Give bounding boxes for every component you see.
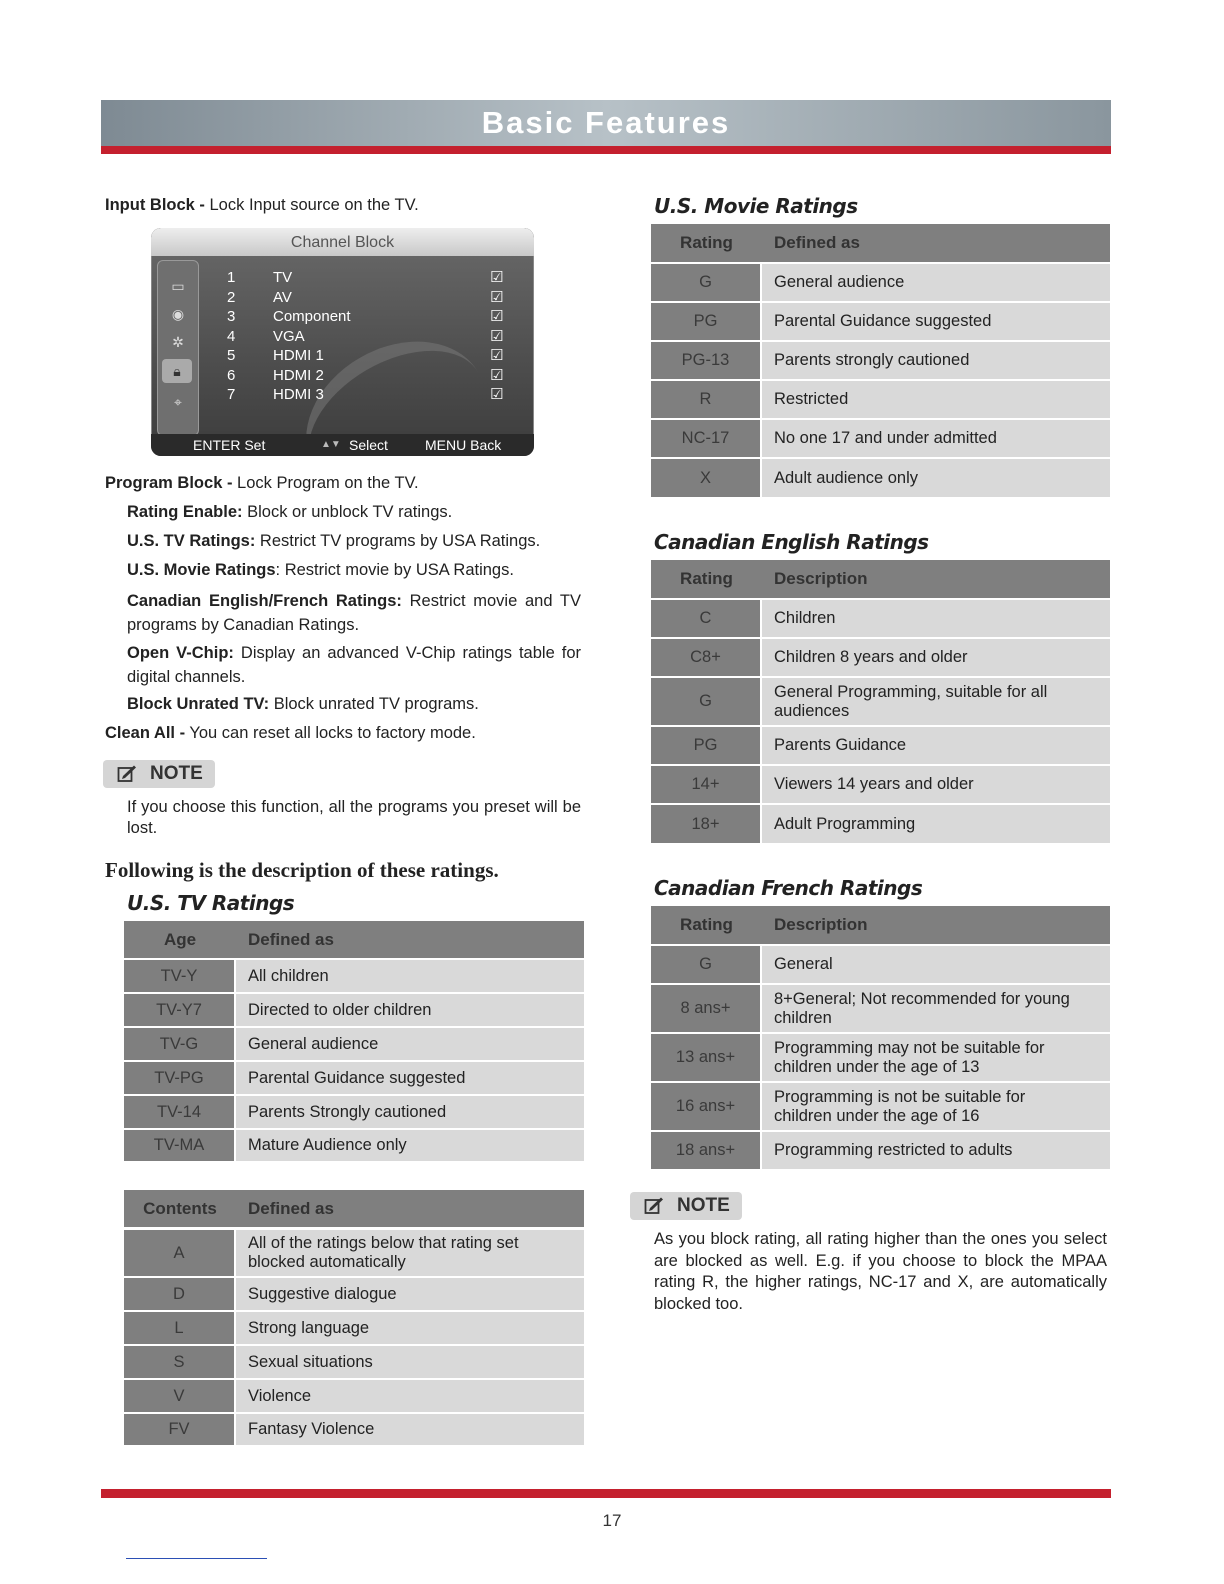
header-cell: Rating <box>680 915 733 934</box>
row-name: Component <box>273 308 351 325</box>
description-cell: General <box>762 946 1110 983</box>
rating-cell: 18 ans+ <box>651 1132 760 1169</box>
rating-cell: G <box>651 264 760 301</box>
checkbox-icon: ☑ <box>490 269 504 286</box>
menu-row <box>151 327 534 346</box>
checkbox-icon: ☑ <box>490 288 504 306</box>
table-row <box>124 1278 584 1310</box>
us-movie-table <box>651 224 1110 497</box>
definition-cell: Sexual situations <box>236 1346 584 1378</box>
menu-hint: MENU Back <box>425 437 502 453</box>
note-text: As you block rating, all rating higher than the ones you select are blocked as well. E.g. if you choose to block the MPAA rating R, the higher ratings, NC-17 and X, are automatically blocked too. <box>654 1230 1107 1313</box>
table-row <box>651 1132 1110 1169</box>
table-row <box>651 600 1110 637</box>
contents-table <box>124 1190 584 1445</box>
rating-cell: TV-PG <box>124 1062 234 1094</box>
rating-cell: R <box>651 381 760 418</box>
description-cell: Programming may not be suitable for children under the age of 13 <box>762 1034 1110 1081</box>
checkbox-icon: ☑ <box>490 386 504 403</box>
row-number: 1 <box>227 269 236 286</box>
can-english-table <box>651 560 1110 843</box>
rating-cell: G <box>651 678 760 725</box>
definition-cell: Mature Audience only <box>236 1130 584 1161</box>
note-pencil-icon <box>644 1196 664 1216</box>
page-number: 17 <box>602 1511 622 1530</box>
definition-cell: All children <box>236 960 584 992</box>
row-name: HDMI 3 <box>273 386 324 403</box>
description-cell: Programming is not be suitable for children under the age of 16 <box>762 1083 1110 1130</box>
us-movie-text: : Restrict movie by USA Ratings. <box>275 561 514 579</box>
table-header <box>124 1190 584 1227</box>
block-unrated-text: Block unrated TV programs. <box>269 695 479 713</box>
definition-cell: General audience <box>762 264 1110 301</box>
definition-cell: Parents Strongly cautioned <box>236 1096 584 1128</box>
open-vchip-paragraph <box>127 641 581 689</box>
input-block-text: Lock Input source on the TV. <box>204 196 419 214</box>
table-header <box>651 906 1110 944</box>
header-cell: Description <box>774 569 868 588</box>
open-vchip-text: Display an advanced V-Chip ratings table for digital channels. <box>127 644 582 686</box>
note-pencil-icon <box>117 764 137 784</box>
menu-title: Channel Block <box>151 228 534 256</box>
definition-cell: All of the ratings below that rating set blocked automatically <box>236 1230 584 1276</box>
table-row <box>124 1130 584 1161</box>
header-cell: Rating <box>680 569 733 588</box>
menu-row <box>151 288 534 307</box>
canadian-text: Restrict movie and TV programs by Canadian Ratings. <box>127 592 581 634</box>
canadian-label: Canadian English/French Ratings: <box>127 592 402 610</box>
description-cell: Programming restricted to adults <box>762 1132 1110 1169</box>
lock-icon: 🔒︎ <box>162 359 192 383</box>
rating-cell: TV-G <box>124 1028 234 1060</box>
us-movie-paragraph <box>127 560 514 580</box>
canadian-paragraph <box>127 589 581 637</box>
table-header <box>124 921 584 958</box>
definition-cell: Parental Guidance suggested <box>762 303 1110 340</box>
table-row <box>651 342 1110 379</box>
input-block-label: Input Block - <box>105 196 205 214</box>
us-movie-label: U.S. Movie Ratings <box>127 561 276 579</box>
up-down-arrows-icon: ▲▼ <box>321 439 341 450</box>
menu-row <box>151 385 534 404</box>
row-number: 2 <box>227 288 236 306</box>
table-row <box>651 639 1110 676</box>
table-row <box>651 985 1110 1032</box>
can-french-table-title: Canadian French Ratings <box>654 876 923 900</box>
us-tv-label: U.S. TV Ratings: <box>127 532 256 550</box>
checkbox-icon: ☑ <box>490 308 504 325</box>
definition-cell: General audience <box>236 1028 584 1060</box>
table-row <box>651 946 1110 983</box>
checkbox-icon: ☑ <box>490 347 504 364</box>
rating-cell: 18+ <box>651 805 760 843</box>
rating-cell: TV-MA <box>124 1130 234 1161</box>
rating-cell: C <box>651 600 760 637</box>
us-tv-paragraph <box>127 531 540 551</box>
us-tv-table-title: U.S. TV Ratings <box>127 891 295 915</box>
table-row <box>124 960 584 992</box>
header-cell: Description <box>774 915 868 934</box>
content-code-cell: D <box>124 1278 234 1310</box>
rating-cell: TV-Y7 <box>124 994 234 1026</box>
definition-cell: Violence <box>236 1380 584 1412</box>
can-french-table <box>651 906 1110 1169</box>
table-row <box>124 1230 584 1276</box>
table-row <box>651 420 1110 457</box>
menu-row <box>151 307 534 326</box>
header-cell: Age <box>163 929 197 949</box>
definition-cell: Adult audience only <box>762 459 1110 497</box>
description-cell: Parents Guidance <box>762 727 1110 764</box>
rating-cell: PG <box>651 727 760 764</box>
table-row <box>651 459 1110 497</box>
row-number: 3 <box>227 308 236 325</box>
table-row <box>124 1346 584 1378</box>
us-tv-table <box>124 921 584 1161</box>
rating-cell: X <box>651 459 760 497</box>
open-vchip-label: Open V-Chip: <box>127 644 234 662</box>
channel-block-menu <box>151 228 534 456</box>
content-code-cell: V <box>124 1380 234 1412</box>
content-code-cell: S <box>124 1346 234 1378</box>
description-cell: Children 8 years and older <box>762 639 1110 676</box>
table-row <box>124 1096 584 1128</box>
rating-enable-text: Block or unblock TV ratings. <box>242 503 453 521</box>
description-cell: 8+General; Not recommended for young children <box>762 985 1110 1032</box>
setup-icon: ✲ <box>172 334 184 350</box>
menu-row <box>151 268 534 287</box>
description-cell: Viewers 14 years and older <box>762 766 1110 803</box>
definition-cell: No one 17 and under admitted <box>762 420 1110 457</box>
table-row <box>124 1062 584 1094</box>
note-badge <box>630 1192 742 1220</box>
row-name: HDMI 1 <box>273 347 324 364</box>
ratings-heading: Following is the description of these ratings. <box>105 858 499 882</box>
us-tv-text: Restrict TV programs by USA Ratings. <box>255 532 541 550</box>
menu-row <box>151 346 534 365</box>
header-cell: Rating <box>680 233 733 252</box>
table-row <box>651 303 1110 340</box>
row-number: 5 <box>227 347 236 364</box>
us-movie-table-title: U.S. Movie Ratings <box>654 194 858 218</box>
row-number: 6 <box>227 366 236 384</box>
table-row <box>651 1034 1110 1081</box>
picture-icon: ▭ <box>171 278 185 294</box>
rating-cell: PG <box>651 303 760 340</box>
row-name: AV <box>273 288 292 306</box>
rating-cell: 13 ans+ <box>651 1034 760 1081</box>
row-name: TV <box>273 269 293 286</box>
checkbox-icon: ☑ <box>490 327 504 345</box>
content-code-cell: A <box>124 1230 234 1276</box>
block-unrated-paragraph <box>127 694 479 714</box>
table-row <box>651 766 1110 803</box>
rating-cell: C8+ <box>651 639 760 676</box>
definition-cell: Directed to older children <box>236 994 584 1026</box>
row-name: VGA <box>273 327 305 345</box>
rating-cell: TV-14 <box>124 1096 234 1128</box>
definition-cell: Parental Guidance suggested <box>236 1062 584 1094</box>
row-number: 7 <box>227 386 236 403</box>
input-block-paragraph <box>105 195 419 215</box>
table-row <box>124 1028 584 1060</box>
definition-cell: Parents strongly cautioned <box>762 342 1110 379</box>
rating-cell: 14+ <box>651 766 760 803</box>
note-label: NOTE <box>150 763 203 784</box>
definition-cell: Suggestive dialogue <box>236 1278 584 1310</box>
row-number: 4 <box>227 327 236 345</box>
rating-cell: TV-Y <box>124 960 234 992</box>
menu-row <box>151 366 534 385</box>
definition-cell: Restricted <box>762 381 1110 418</box>
table-row <box>124 1380 584 1412</box>
row-name: HDMI 2 <box>273 366 324 384</box>
menu-footer <box>151 434 534 456</box>
header-cell: Defined as <box>774 233 860 252</box>
rating-enable-paragraph <box>127 502 452 522</box>
table-row <box>651 678 1110 725</box>
can-english-table-title: Canadian English Ratings <box>654 530 929 554</box>
rating-cell: 8 ans+ <box>651 985 760 1032</box>
content-code-cell: L <box>124 1312 234 1344</box>
page-title: Basic Features <box>481 105 731 140</box>
header-cell: Defined as <box>248 1198 334 1218</box>
clean-all-text: You can reset all locks to factory mode. <box>185 724 476 742</box>
header-cell: Defined as <box>248 929 334 949</box>
table-header <box>651 560 1110 598</box>
footer-rule <box>126 1558 267 1559</box>
header-accent-bar <box>101 146 1111 154</box>
header-cell: Contents <box>143 1198 217 1218</box>
content-code-cell: FV <box>124 1414 234 1445</box>
table-row <box>124 1312 584 1344</box>
table-row <box>651 805 1110 843</box>
sound-icon: ◉ <box>171 306 185 322</box>
table-row <box>124 994 584 1026</box>
table-row <box>651 727 1110 764</box>
description-cell: General Programming, suitable for all audiences <box>762 678 1110 725</box>
block-unrated-label: Block Unrated TV: <box>127 695 270 713</box>
clean-all-paragraph <box>105 723 476 743</box>
description-cell: Adult Programming <box>762 805 1110 843</box>
rating-enable-label: Rating Enable: <box>127 503 243 521</box>
rating-cell: NC-17 <box>651 420 760 457</box>
table-row <box>124 1414 584 1445</box>
note-badge <box>103 760 215 788</box>
note-text: If you choose this function, all the programs you preset will be lost. <box>127 798 581 837</box>
footer-accent-bar <box>101 1489 1111 1498</box>
rating-cell: PG-13 <box>651 342 760 379</box>
program-block-label: Program Block - <box>105 474 233 492</box>
table-row <box>651 264 1110 301</box>
checkbox-icon: ☑ <box>490 366 504 384</box>
program-block-text: Lock Program on the TV. <box>232 474 419 492</box>
select-hint: Select <box>349 437 388 453</box>
rating-cell: 16 ans+ <box>651 1083 760 1130</box>
definition-cell: Fantasy Violence <box>236 1414 584 1445</box>
rating-cell: G <box>651 946 760 983</box>
table-header <box>651 224 1110 262</box>
page-header <box>101 100 1111 146</box>
table-row <box>651 381 1110 418</box>
description-cell: Children <box>762 600 1110 637</box>
enter-hint: ENTER Set <box>193 437 266 453</box>
definition-cell: Strong language <box>236 1312 584 1344</box>
table-row <box>651 1083 1110 1130</box>
channel-icon: ⌖ <box>174 394 182 410</box>
note-label: NOTE <box>677 1195 730 1216</box>
program-block-paragraph <box>105 473 419 493</box>
clean-all-label: Clean All - <box>105 724 186 742</box>
